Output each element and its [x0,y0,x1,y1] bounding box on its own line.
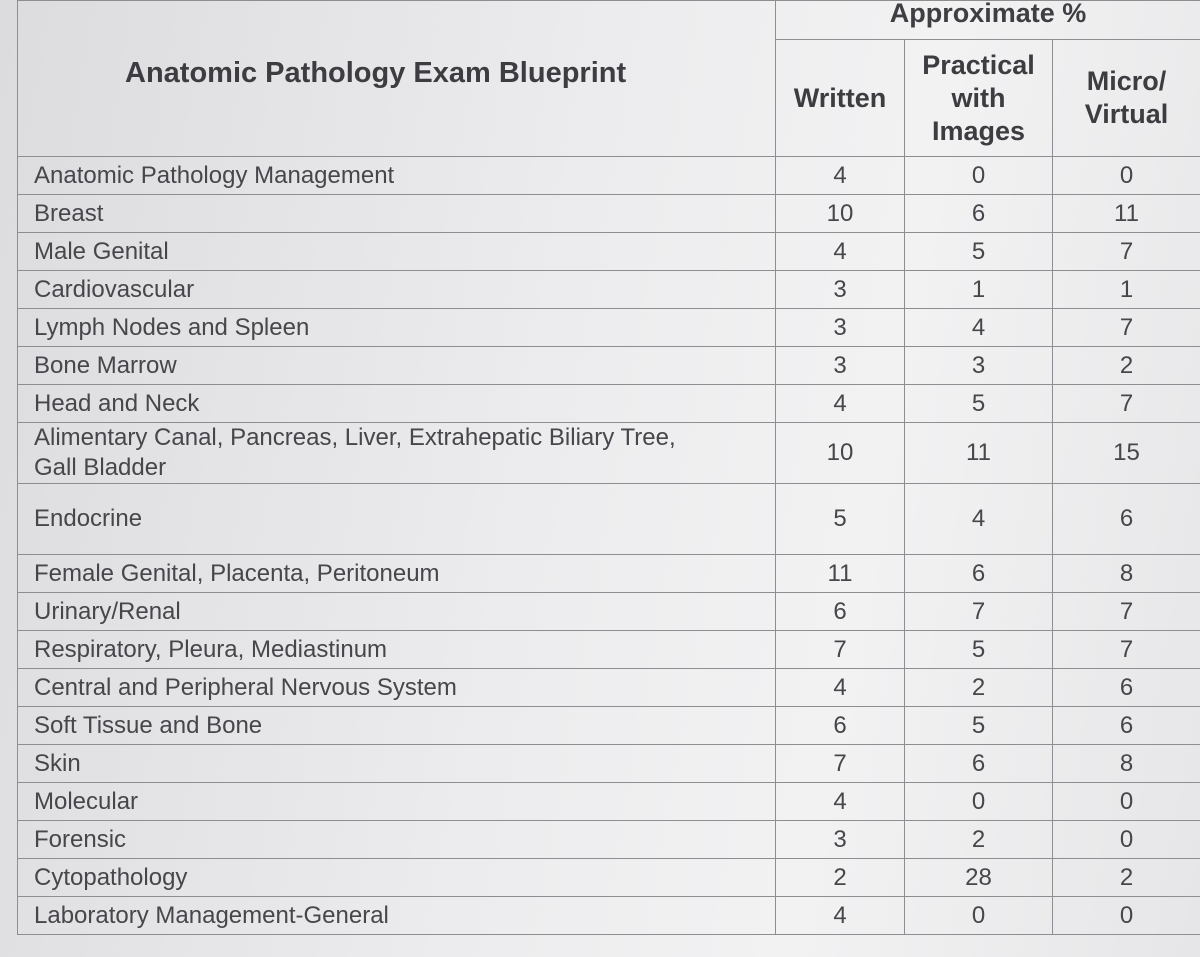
topic-cell: Molecular [18,783,776,821]
topic-cell: Urinary/Renal [18,593,776,631]
topic-cell: Breast [18,195,776,233]
micro-cell: 11 [1053,195,1200,233]
practical-cell: 5 [905,233,1053,271]
written-cell: 7 [776,631,905,669]
micro-cell: 1 [1053,271,1200,309]
column-header-written: Written [776,40,905,157]
written-cell: 6 [776,593,905,631]
micro-cell: 7 [1053,385,1200,423]
micro-cell: 6 [1053,669,1200,707]
column-header-practical: Practical with Images [905,40,1053,157]
topic-cell: Soft Tissue and Bone [18,707,776,745]
practical-cell: 2 [905,669,1053,707]
table-row [18,423,1200,484]
table-row [18,669,1200,707]
table-row [18,347,1200,385]
practical-cell: 11 [905,423,1053,484]
written-cell: 4 [776,897,905,935]
table-row [18,821,1200,859]
written-cell: 11 [776,555,905,593]
written-cell: 5 [776,484,905,555]
written-cell: 4 [776,669,905,707]
topic-cell: Cardiovascular [18,271,776,309]
table-row [18,745,1200,783]
written-cell: 4 [776,385,905,423]
table-row [18,195,1200,233]
micro-cell: 8 [1053,555,1200,593]
topic-cell: Cytopathology [18,859,776,897]
topic-line-1: Alimentary Canal, Pancreas, Liver, Extrahepatic Biliary Tree, [34,424,676,451]
topic-cell [18,423,776,484]
blueprint-table [17,0,1200,935]
micro-cell: 2 [1053,859,1200,897]
written-cell: 4 [776,157,905,195]
micro-cell: 7 [1053,593,1200,631]
topic-cell: Laboratory Management-General [18,897,776,935]
written-cell: 7 [776,745,905,783]
written-cell: 10 [776,423,905,484]
micro-cell: 0 [1053,157,1200,195]
practical-cell: 0 [905,157,1053,195]
practical-cell: 0 [905,783,1053,821]
topic-cell: Endocrine [18,484,776,555]
practical-cell: 4 [905,484,1053,555]
table-row [18,484,1200,555]
micro-cell: 8 [1053,745,1200,783]
table-row [18,593,1200,631]
topic-cell: Central and Peripheral Nervous System [18,669,776,707]
topic-cell: Forensic [18,821,776,859]
practical-cell: 1 [905,271,1053,309]
micro-cell: 0 [1053,897,1200,935]
written-cell: 4 [776,233,905,271]
topic-cell: Anatomic Pathology Management [18,157,776,195]
written-cell: 10 [776,195,905,233]
approximate-percent-header [776,1,1200,40]
practical-cell: 5 [905,385,1053,423]
topic-cell: Lymph Nodes and Spleen [18,309,776,347]
micro-cell: 6 [1053,707,1200,745]
micro-cell: 0 [1053,783,1200,821]
table-row [18,233,1200,271]
written-cell: 3 [776,347,905,385]
table-row [18,897,1200,935]
table-row [18,859,1200,897]
practical-cell: 6 [905,555,1053,593]
micro-cell: 2 [1053,347,1200,385]
table-row [18,157,1200,195]
approximate-percent-label: Approximate % [889,0,1087,28]
topic-cell: Head and Neck [18,385,776,423]
micro-cell: 15 [1053,423,1200,484]
table-row [18,783,1200,821]
micro-cell: 7 [1053,309,1200,347]
practical-cell: 5 [905,631,1053,669]
written-cell: 6 [776,707,905,745]
micro-cell: 7 [1053,631,1200,669]
written-cell: 3 [776,821,905,859]
column-header-micro-virtual: Micro/ Virtual [1053,40,1200,157]
practical-cell: 2 [905,821,1053,859]
practical-cell: 7 [905,593,1053,631]
topic-cell: Respiratory, Pleura, Mediastinum [18,631,776,669]
topic-cell: Skin [18,745,776,783]
table-row [18,309,1200,347]
practical-cell: 5 [905,707,1053,745]
table-row [18,271,1200,309]
practical-cell: 6 [905,745,1053,783]
topic-cell: Male Genital [18,233,776,271]
practical-cell: 6 [905,195,1053,233]
table-title-cell [18,1,776,157]
micro-cell: 6 [1053,484,1200,555]
practical-cell: 4 [905,309,1053,347]
topic-cell: Bone Marrow [18,347,776,385]
written-cell: 2 [776,859,905,897]
written-cell: 3 [776,271,905,309]
micro-cell: 0 [1053,821,1200,859]
topic-line-2: Gall Bladder [34,454,167,481]
practical-cell: 28 [905,859,1053,897]
table-row [18,385,1200,423]
micro-cell: 7 [1053,233,1200,271]
written-cell: 3 [776,309,905,347]
table-row [18,555,1200,593]
page-title: Anatomic Pathology Exam Blueprint [125,57,627,89]
written-cell: 4 [776,783,905,821]
topic-cell: Female Genital, Placenta, Peritoneum [18,555,776,593]
practical-cell: 0 [905,897,1053,935]
practical-cell: 3 [905,347,1053,385]
table-row [18,707,1200,745]
table-row [18,631,1200,669]
